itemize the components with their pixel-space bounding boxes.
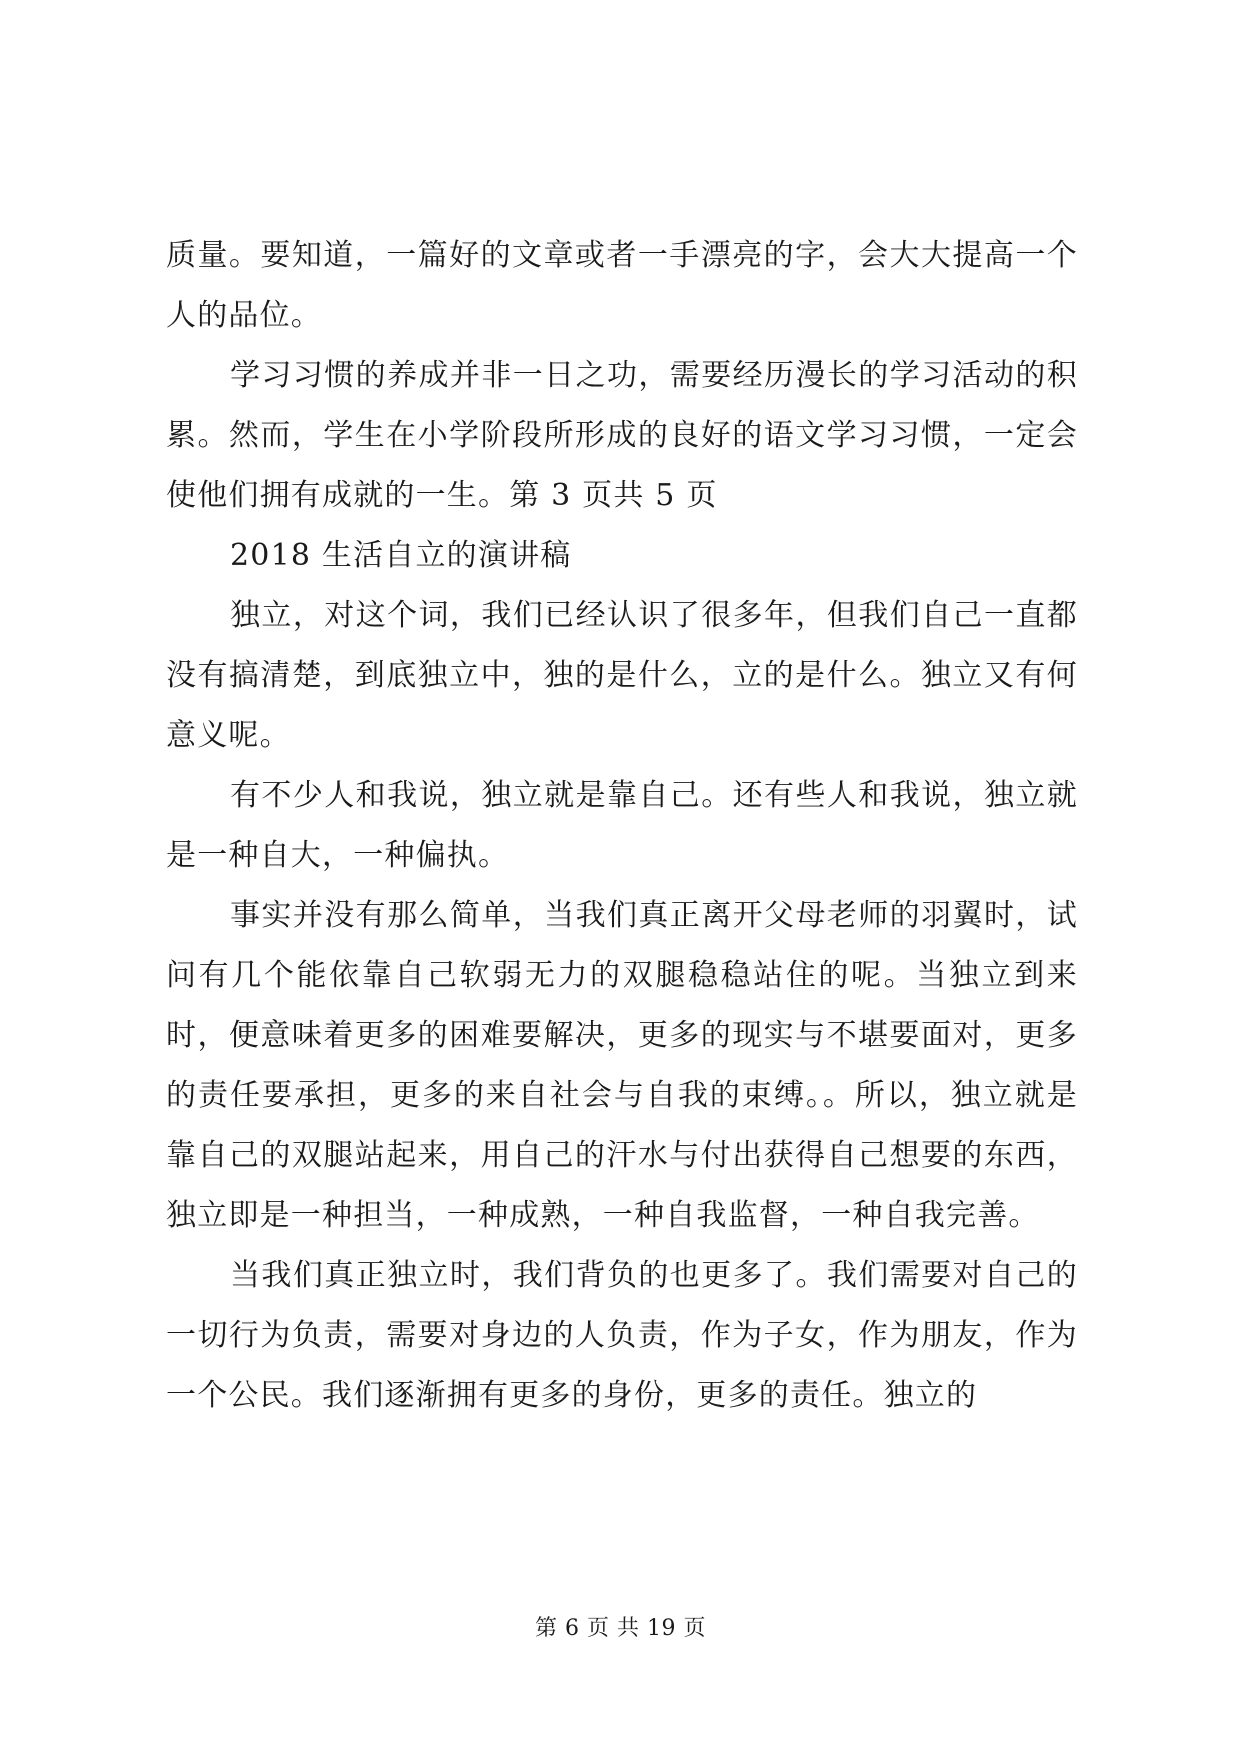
page-number-footer: 第 6 页 共 19 页	[535, 1616, 706, 1641]
paragraph-7: 当我们真正独立时，我们背负的也更多了。我们需要对自己的一切行为负责，需要对身边的人负责，作为子女，作为朋友，作为一个公民。我们逐渐拥有更多的身份，更多的责任。独立的	[166, 1258, 1078, 1413]
document-body	[166, 226, 1078, 1426]
paragraph-2: 学习习惯的养成并非一日之功，需要经历漫长的学习活动的积累。然而，学生在小学阶段所形成的良好的语文学习习惯，一定会使他们拥有成就的一生。第 3 页共 5 页	[166, 358, 1078, 513]
speech-title: 2018 生活自立的演讲稿	[230, 538, 572, 573]
paragraph-1: 质量。要知道，一篇好的文章或者一手漂亮的字，会大大提高一个人的品位。	[166, 238, 1078, 333]
paragraph-4: 独立，对这个词，我们已经认识了很多年，但我们自己一直都没有搞清楚，到底独立中，独的是什么，立的是什么。独立又有何意义呢。	[166, 598, 1078, 753]
paragraph-6: 事实并没有那么简单，当我们真正离开父母老师的羽翼时，试问有几个能依靠自己软弱无力的双腿稳稳站住的呢。当独立到来时，便意味着更多的困难要解决，更多的现实与不堪要面对，更多的责任要承担，更多的来自社会与自我的束缚。。所以，独立就是靠自己的双腿站起来，用自己的汗水与付出获得自己想要的东西，独立即是一种担当，一种成熟，一种自我监督，一种自我完善。	[166, 898, 1078, 1233]
paragraph-5: 有不少人和我说，独立就是靠自己。还有些人和我说，独立就是一种自大，一种偏执。	[166, 778, 1078, 873]
